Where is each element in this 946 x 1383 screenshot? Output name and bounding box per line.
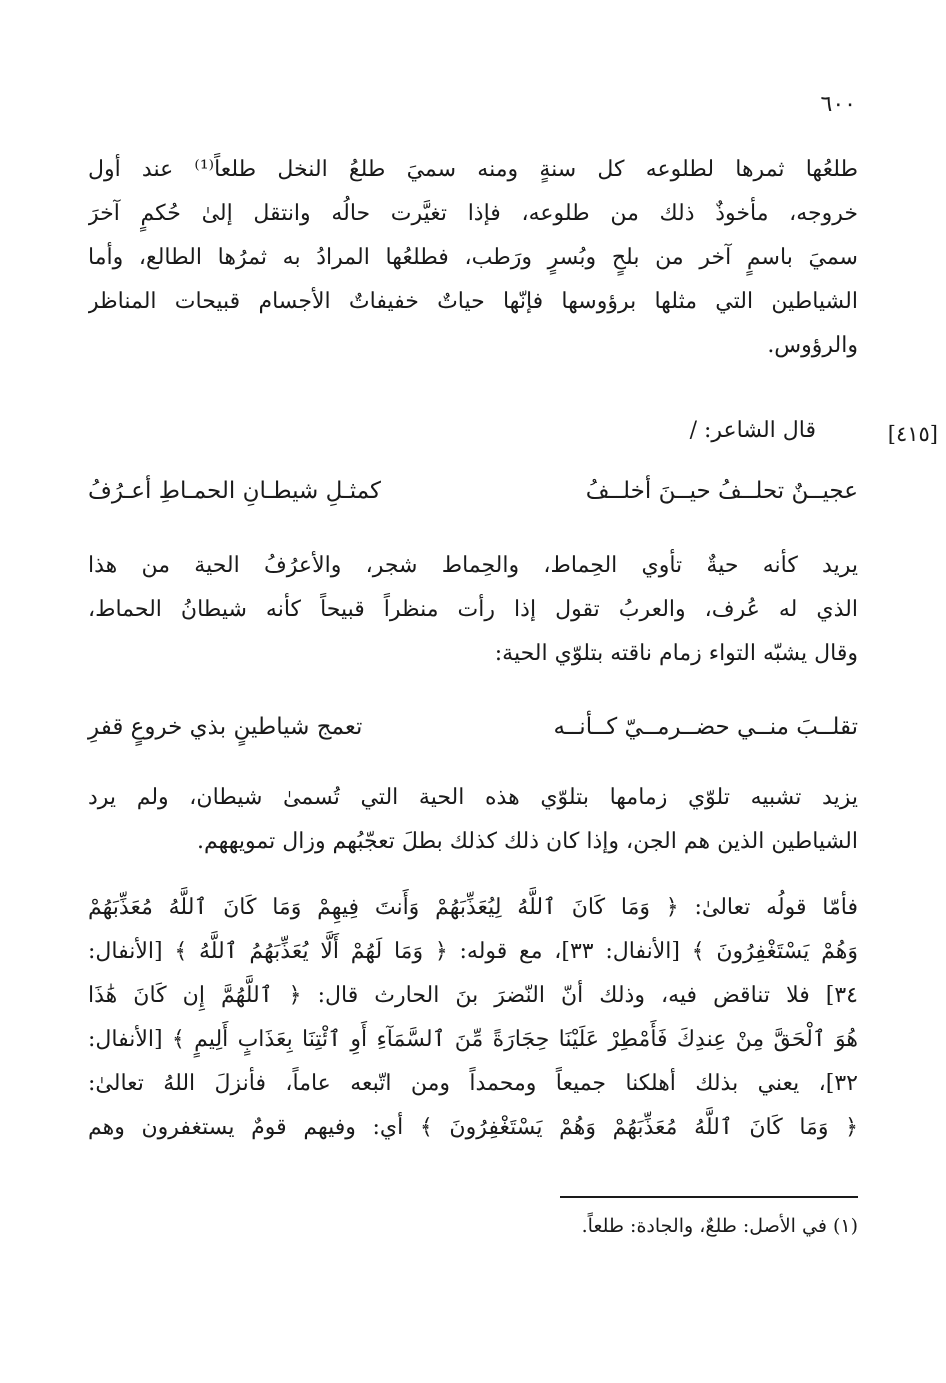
footnote-separator: [560, 1196, 858, 1198]
poem-first-hemistich: عجيــنٌ تحلــفُ حيــنَ أخلــفُ: [585, 478, 858, 504]
poem-second-hemistich: كمثـلِ شيطـانِ الحمـاطِ أعـرُفُ: [88, 478, 381, 504]
text-line: الذي له عُرف، والعربُ تقول إذا رأت منظراً قبيحاً كأنه شيطانُ الحماط،: [88, 597, 858, 622]
text-line: خروجه، مأخوذٌ ذلك من طلوعه، فإذا تغيَّرت حالُه وانتقل إلىٰ حُكمٍ آخرَ: [88, 201, 858, 226]
text-line: الشياطين التي مثلها برؤوسها فإنّها حياتٌ خفيفاتٌ الأجسام قبيحات المناظر: [88, 289, 858, 314]
text-line: سميَ باسمٍ آخر من بلحٍ وبُسرٍ ورَطب، فطلعُها المرادُ به ثمرُها الطالع، وأما: [88, 245, 858, 270]
poem-verse-2: [88, 714, 858, 740]
text-line: يريد كأنه حيةٌ تأوي الحِماط، والحِماط شجر، والأعرُفُ الحية من هذا: [88, 553, 858, 578]
page-number: ٦٠٠: [820, 92, 856, 117]
text-line: ﴿ وَمَا كَانَ ٱللَّهُ مُعَذِّبَهُمْ وَهُمْ يَسْتَغْفِرُونَ ﴾ أي: وفيهم قومٌ يستغفرون وهم: [88, 1115, 858, 1140]
footnote: (١) في الأصل: طلعٌ، والجادة: طلعاً.: [581, 1215, 858, 1237]
paragraph-2: [88, 544, 858, 676]
text-line: ٣٢]، يعني بذلك أهلكنا جميعاً ومحمداً ومن اتّبعه عاماً، فأنزلَ اللهُ تعالىٰ:: [88, 1071, 858, 1096]
poem-second-hemistich: تعمج شياطينٍ بذي خروعٍ قفرِ: [88, 714, 363, 740]
text-line: الشياطين الذين هم الجن، وإذا كان ذلك كذلك بطلَ تعجّبُهم وزال تمويههم.: [196, 829, 858, 854]
manuscript-folio-reference: [٤١٥]: [887, 422, 938, 446]
text-line: طلعُها ثمرها لطلوعه كل سنةٍ ومنه سميَ طلعُ النخل طلعاً⁽¹⁾ عند أول: [88, 157, 858, 182]
speaker-line: قال الشاعر: /: [689, 418, 816, 443]
text-line: والرؤوس.: [767, 333, 858, 358]
text-line: وَهُمْ يَسْتَغْفِرُونَ ﴾ [الأنفال: ٣٣]، مع قوله: ﴿ وَمَا لَهُمْ أَلَّا يُعَذِّبَهُمُ ٱللَّهُ ﴾ [الأنفال:: [88, 939, 858, 964]
poem-verse-1: [88, 478, 858, 504]
paragraph-1: [88, 148, 858, 368]
text-line: يزيد تشبيه تلوّي زمامها بتلوّي هذه الحية التي تُسمىٰ شيطان، ولم يرد: [88, 785, 858, 810]
text-line: هُوَ ٱلْحَقَّ مِنْ عِندِكَ فَأَمْطِرْ عَلَيْنَا حِجَارَةً مِّنَ ٱلسَّمَآءِ أَوِ ٱئْتِنَا بِعَذَابٍ أَلِيمٍ ﴾ [الأنفال:: [88, 1027, 858, 1052]
text-line: وقال يشبّه التواء زمام ناقته بتلوّي الحية:: [494, 641, 858, 666]
text-line: فأمّا قولُه تعالىٰ: ﴿ وَمَا كَانَ ٱللَّهُ لِيُعَذِّبَهُمْ وَأَنتَ فِيهِمْ وَمَا كَانَ ٱللَّهُ مُعَذِّبَهُمْ: [88, 895, 858, 920]
poem-first-hemistich: تقلــبَ منــي حضــرمــيّ كــأنــه: [553, 714, 858, 740]
paragraph-4: [88, 886, 858, 1150]
text-line: ٣٤] فلا تناقض فيه، وذلك أنّ النّضرَ بنَ الحارث قال: ﴿ ٱللَّهُمَّ إِن كَانَ هَٰذَا: [88, 983, 858, 1008]
paragraph-3: [88, 776, 858, 864]
